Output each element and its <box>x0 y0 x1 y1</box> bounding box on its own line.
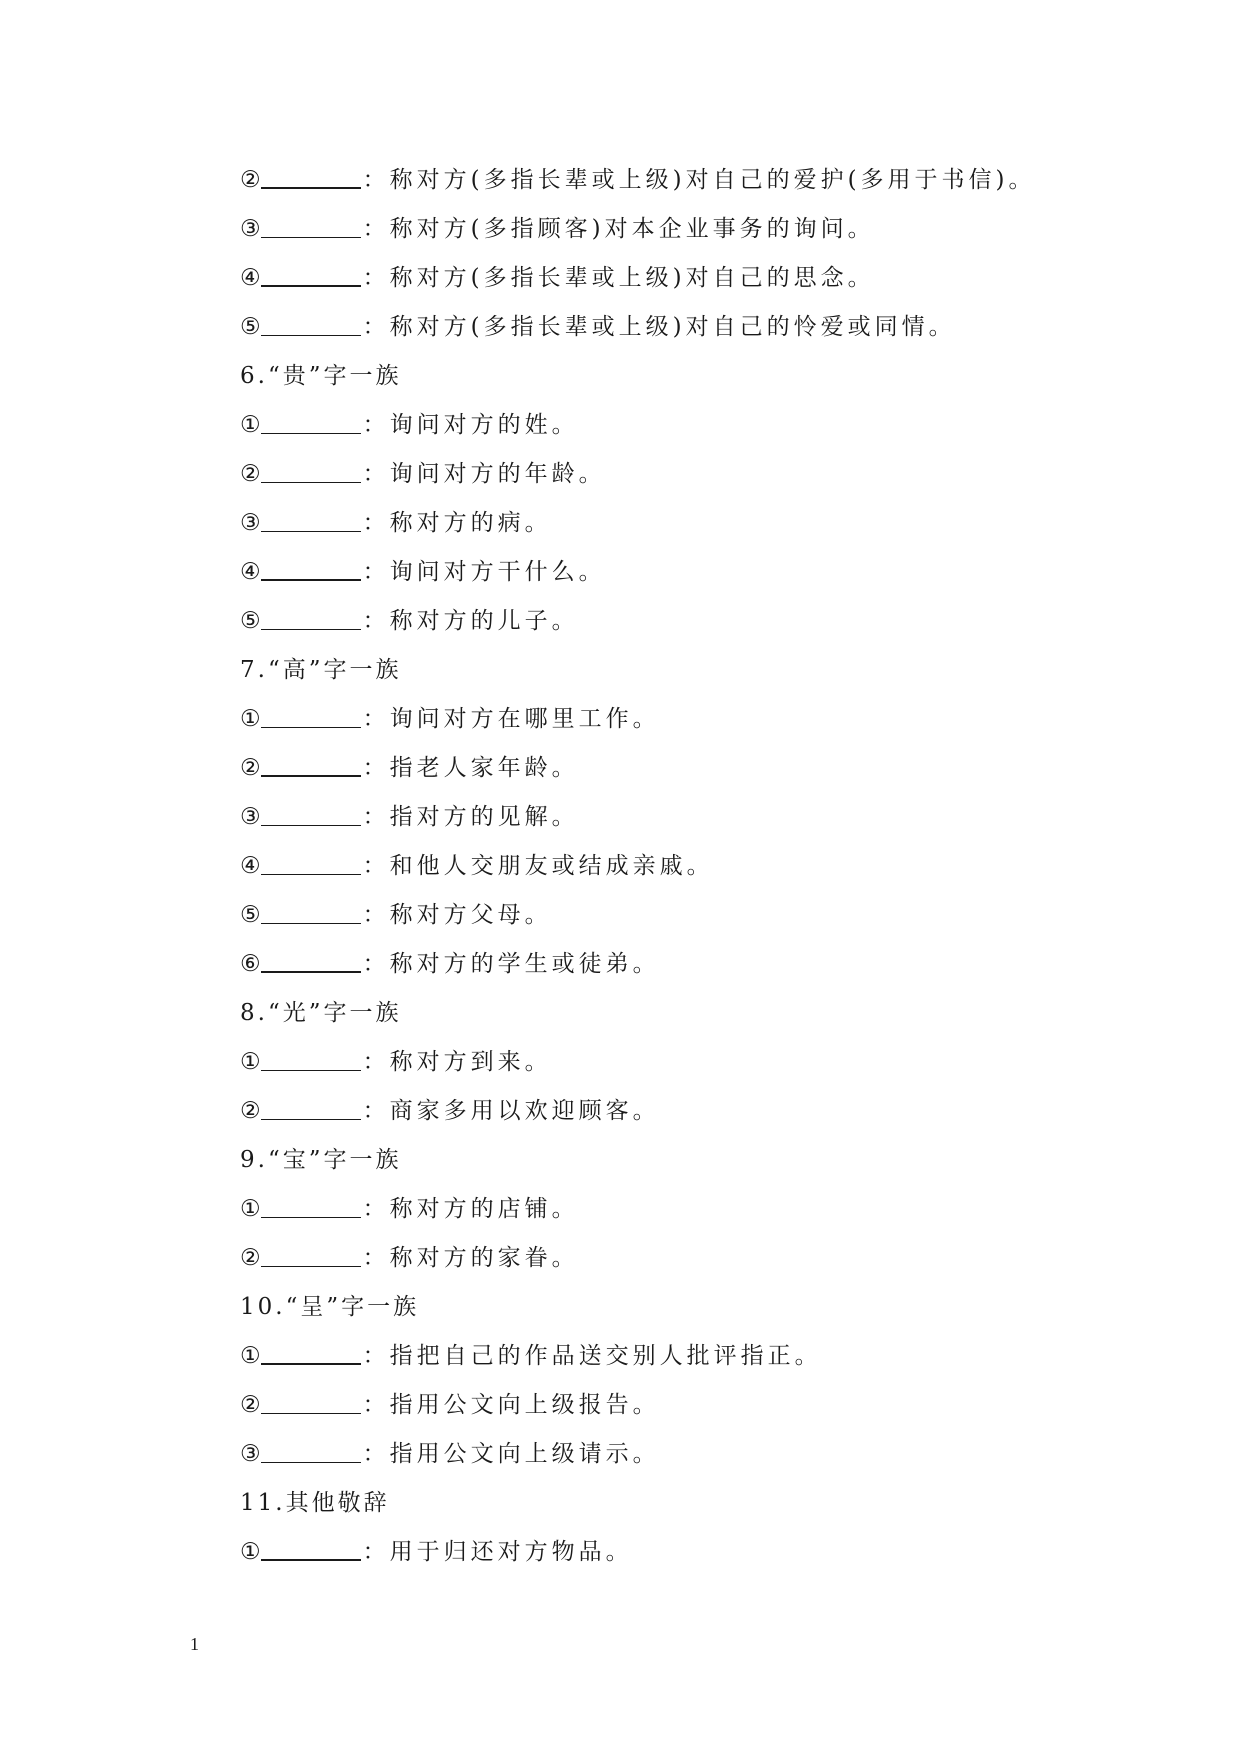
item-number: ① <box>240 706 261 732</box>
item-description: ：称对方(多指长辈或上级)对自己的思念。 <box>362 265 875 291</box>
item-description: ：称对方到来。 <box>362 1049 552 1075</box>
item-number: ⑥ <box>240 951 261 977</box>
list-item <box>240 1087 1140 1136</box>
item-description: ：称对方(多指长辈或上级)对自己的怜爱或同情。 <box>362 314 956 340</box>
list-item <box>240 205 1140 254</box>
answer-blank <box>261 309 361 336</box>
item-description: ：用于归还对方物品。 <box>362 1539 633 1565</box>
answer-blank <box>261 848 361 875</box>
item-number: ② <box>240 461 261 487</box>
answer-blank <box>261 799 361 826</box>
item-description: ：询问对方的姓。 <box>362 412 579 438</box>
list-item <box>240 499 1140 548</box>
answer-blank <box>261 603 361 630</box>
answer-blank <box>261 897 361 924</box>
page-number: 1 <box>190 1634 199 1654</box>
item-number: ② <box>240 167 261 193</box>
answer-blank <box>261 945 361 973</box>
item-number: ③ <box>240 1441 261 1467</box>
list-item <box>240 744 1140 793</box>
answer-blank <box>261 1093 361 1120</box>
answer-blank <box>261 211 361 238</box>
answer-blank <box>261 456 361 483</box>
list-item <box>240 1185 1140 1234</box>
list-item <box>240 548 1140 597</box>
list-item <box>240 695 1140 744</box>
section-heading: 9.“宝”字一族 <box>240 1147 402 1173</box>
answer-blank <box>261 1191 361 1218</box>
list-item <box>240 1528 1140 1577</box>
item-number: ② <box>240 755 261 781</box>
item-description: ：称对方(多指长辈或上级)对自己的爱护(多用于书信)。 <box>362 167 1036 193</box>
item-number: ② <box>240 1245 261 1271</box>
answer-blank <box>261 1387 361 1414</box>
list-item <box>240 891 1140 940</box>
list-item <box>240 303 1140 352</box>
answer-blank <box>261 1337 361 1365</box>
item-number: ⑤ <box>240 902 261 928</box>
list-item <box>240 597 1140 646</box>
list-item <box>240 1430 1140 1479</box>
list-item <box>240 1381 1140 1430</box>
answer-blank <box>261 749 361 777</box>
answer-blank <box>261 553 361 581</box>
item-description: ：称对方(多指顾客)对本企业事务的询问。 <box>362 216 875 242</box>
section-heading: 11.其他敬辞 <box>240 1490 390 1516</box>
item-number: ① <box>240 412 261 438</box>
list-item <box>240 1234 1140 1283</box>
section-heading: 6.“贵”字一族 <box>240 363 402 389</box>
item-number: ① <box>240 1343 261 1369</box>
answer-blank <box>261 161 361 189</box>
list-item <box>240 1332 1140 1381</box>
list-item <box>240 940 1140 989</box>
answer-blank <box>261 1240 361 1267</box>
item-description: ：称对方的学生或徒弟。 <box>362 951 660 977</box>
answer-blank <box>261 701 361 728</box>
item-number: ③ <box>240 510 261 536</box>
item-description: ：称对方的店铺。 <box>362 1196 579 1222</box>
item-number: ④ <box>240 265 261 291</box>
section-heading: 10.“呈”字一族 <box>240 1294 420 1320</box>
item-number: ② <box>240 1392 261 1418</box>
answer-blank <box>261 1044 361 1071</box>
list-item <box>240 254 1140 303</box>
answer-blank <box>261 1436 361 1463</box>
item-number: ① <box>240 1539 261 1565</box>
item-number: ① <box>240 1196 261 1222</box>
item-description: ：指老人家年龄。 <box>362 755 579 781</box>
item-description: ：指对方的见解。 <box>362 804 579 830</box>
item-description: ：称对方的儿子。 <box>362 608 579 634</box>
section-heading: 7.“高”字一族 <box>240 657 402 683</box>
answer-blank <box>261 1533 361 1561</box>
item-description: ：商家多用以欢迎顾客。 <box>362 1098 660 1124</box>
item-description: ：询问对方在哪里工作。 <box>362 706 660 732</box>
item-description: ：称对方父母。 <box>362 902 552 928</box>
list-item <box>240 842 1140 891</box>
item-number: ⑤ <box>240 608 261 634</box>
exercise-list <box>240 156 1140 1577</box>
item-description: ：和他人交朋友或结成亲戚。 <box>362 853 714 879</box>
section-heading: 8.“光”字一族 <box>240 1000 402 1026</box>
item-number: ③ <box>240 216 261 242</box>
item-description: ：指用公文向上级请示。 <box>362 1441 660 1467</box>
answer-blank <box>261 259 361 287</box>
item-number: ④ <box>240 559 261 585</box>
list-item <box>240 156 1140 205</box>
answer-blank <box>261 505 361 532</box>
item-description: ：指用公文向上级报告。 <box>362 1392 660 1418</box>
item-description: ：称对方的家眷。 <box>362 1245 579 1271</box>
item-number: ③ <box>240 804 261 830</box>
item-description: ：询问对方的年龄。 <box>362 461 606 487</box>
item-number: ④ <box>240 853 261 879</box>
item-description: ：询问对方干什么。 <box>362 559 606 585</box>
item-number: ① <box>240 1049 261 1075</box>
item-description: ：称对方的病。 <box>362 510 552 536</box>
answer-blank <box>261 407 361 434</box>
item-number: ⑤ <box>240 314 261 340</box>
item-description: ：指把自己的作品送交别人批评指正。 <box>362 1343 822 1369</box>
list-item <box>240 793 1140 842</box>
item-number: ② <box>240 1098 261 1124</box>
list-item <box>240 450 1140 499</box>
list-item <box>240 401 1140 450</box>
list-item <box>240 1038 1140 1087</box>
